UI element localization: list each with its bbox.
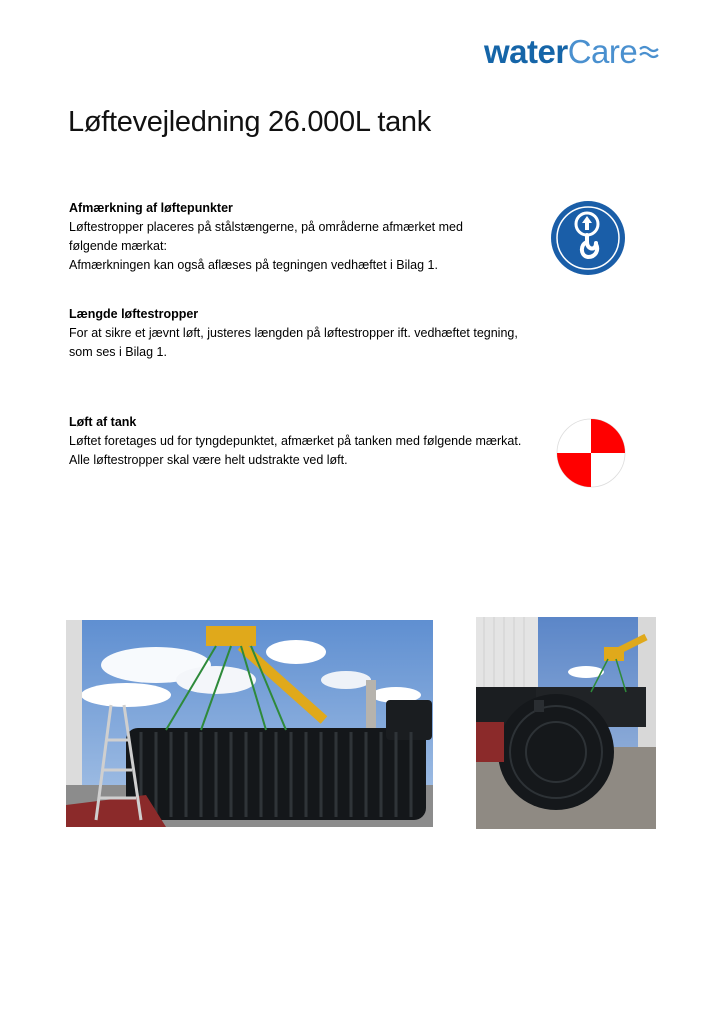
- section-heading: Afmærkning af løftepunkter: [69, 201, 233, 215]
- section-heading: Løft af tank: [69, 415, 137, 429]
- section-text-line: som ses i Bilag 1.: [69, 345, 167, 359]
- section-text-line: Løftestropper placeres på stålstængerne, på områderne afmærket med: [69, 220, 463, 234]
- logo-text-care: Care: [567, 33, 638, 70]
- watercare-logo: [484, 32, 659, 72]
- section-strap-length: [69, 305, 539, 362]
- section-text-line: følgende mærkat:: [69, 239, 167, 253]
- section-text-line: Løftet foretages ud for tyngdepunktet, afmærket på tanken med følgende mærkat.: [69, 434, 522, 448]
- center-of-gravity-icon: [556, 418, 626, 488]
- page-title: Løftevejledning 26.000L tank: [68, 106, 431, 138]
- photo-tank-lift-end: [476, 617, 656, 829]
- section-text-line: Alle løftestropper skal være helt udstrakte ved løft.: [69, 453, 348, 467]
- logo-text-water: water: [484, 33, 568, 70]
- section-lifting-tank: [69, 413, 539, 470]
- photo-tank-lift-side: [66, 620, 433, 827]
- section-heading: Længde løftestropper: [69, 307, 199, 321]
- section-text-line: Afmærkningen kan også aflæses på tegningen vedhæftet i Bilag 1.: [69, 258, 438, 272]
- lifting-hook-sign-icon: [550, 200, 626, 276]
- section-lifting-points: [69, 199, 539, 275]
- section-text-line: For at sikre et jævnt løft, justeres længden på løftestropper ift. vedhæftet tegning,: [69, 326, 518, 340]
- waves-icon: [639, 43, 659, 63]
